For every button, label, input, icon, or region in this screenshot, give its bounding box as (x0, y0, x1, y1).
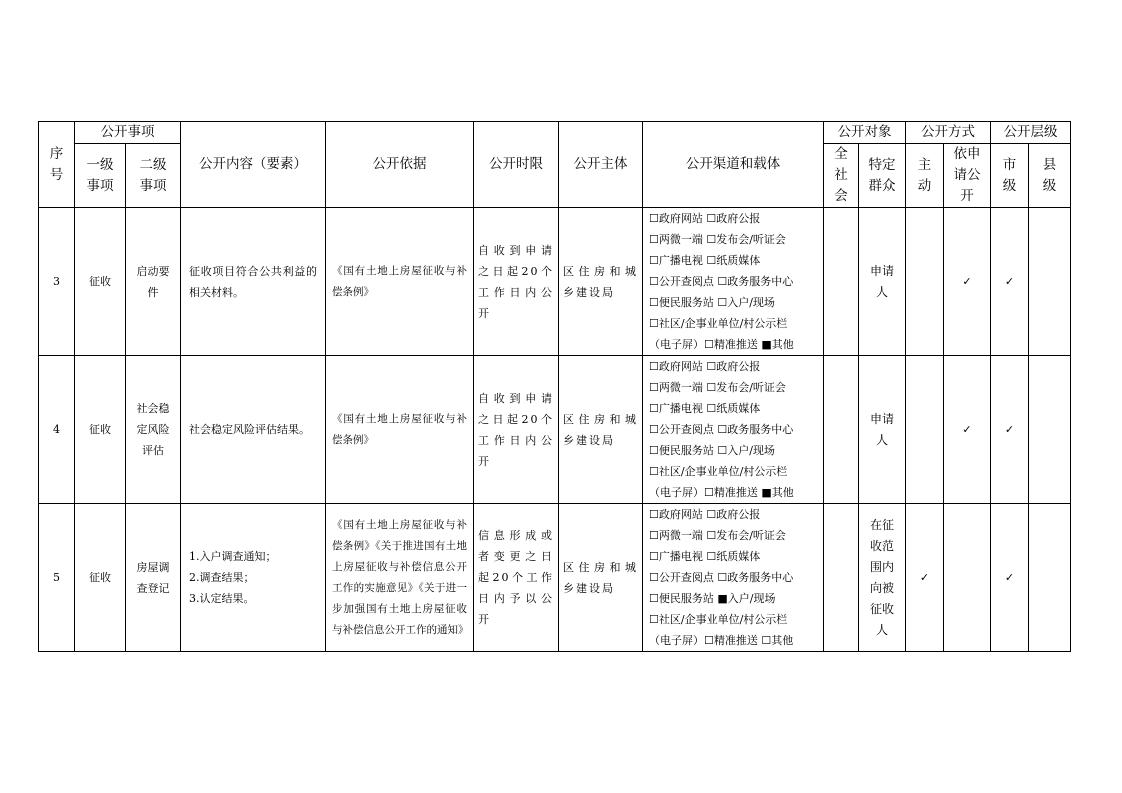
row-time-limit-text: 信息形成或者变更之日起20个工作日内予以公开 (478, 529, 554, 626)
row-subject (559, 504, 643, 652)
row-time-limit (474, 356, 559, 504)
row-channels (643, 356, 824, 504)
row-content (181, 208, 326, 356)
table-row (39, 208, 1071, 356)
channel-option-line: ☐政府网站 ☐政府公报 (649, 508, 761, 521)
row-basis (326, 356, 474, 504)
channel-option-line: ☐公开查阅点 ☐政务服务中心 (649, 571, 794, 584)
header-time-limit: 公开时限 (474, 122, 559, 208)
row-seq (39, 356, 75, 504)
row-content (181, 504, 326, 652)
row-subject-text: 区住房和城乡建设局 (563, 264, 638, 299)
row-seq (39, 504, 75, 652)
header-level-county: 县级 (1029, 144, 1071, 208)
header-erji: 二级事项 (126, 144, 181, 208)
channel-option-line: ☐广播电视 ☐纸质媒体 (649, 254, 761, 267)
channel-option-line: ☐便民服务站 ■入户/现场 (649, 592, 776, 605)
row-channels (643, 504, 824, 652)
row-level-city-text: ✓ (1004, 423, 1015, 436)
channel-option-line: ☐政府网站 ☐政府公报 (649, 212, 761, 225)
row-time-limit-text: 自收到申请之日起20个工作日内公开 (478, 391, 554, 468)
channel-option-line: ☐政府网站 ☐政府公报 (649, 360, 761, 373)
channel-option-line: （电子屏）☐精准推送 ■其他 (649, 486, 794, 499)
row-basis (326, 208, 474, 356)
row-level-county (1029, 208, 1071, 356)
row-basis (326, 504, 474, 652)
row-mode-active (906, 356, 944, 504)
header-target: 公开对象 (824, 122, 906, 144)
row-subject (559, 208, 643, 356)
header-content: 公开内容（要素） (181, 122, 326, 208)
channel-option-line: ☐两微一端 ☐发布会/听证会 (649, 529, 786, 542)
row-mode-request (944, 504, 991, 652)
row-level-city-text: ✓ (1004, 571, 1015, 584)
row-mode-request-text: ✓ (962, 275, 972, 288)
header-yiji: 一级事项 (75, 144, 126, 208)
row-target-specific (859, 504, 906, 652)
row-mode-request (944, 356, 991, 504)
row-mode-active (906, 504, 944, 652)
row-target-all (824, 356, 859, 504)
channel-option-line: ☐社区/企事业单位/村公示栏 (649, 465, 788, 478)
row-content-text: 征收项目符合公共利益的相关材料。 (189, 264, 317, 299)
row-basis-text: 《国有土地上房屋征收与补偿条例》 (332, 412, 467, 446)
row-seq-text: 5 (53, 571, 60, 584)
header-target-all: 全社会 (824, 144, 859, 208)
row-level-county (1029, 356, 1071, 504)
row-seq-text: 4 (53, 423, 60, 436)
row-target-all (824, 504, 859, 652)
channel-option-line: （电子屏）☐精准推送 ☐其他 (649, 634, 794, 647)
header-mode: 公开方式 (906, 122, 991, 144)
row-channels (643, 208, 824, 356)
channel-option-line: ☐两微一端 ☐发布会/听证会 (649, 233, 786, 246)
row-content-text: 1.入户调查通知； 2.调查结果； 3.认定结果。 (189, 550, 277, 605)
row-level2 (126, 504, 181, 652)
row-level1 (75, 504, 126, 652)
header-mode-request: 依申请公开 (944, 144, 991, 208)
row-level2-text: 社会稳定风险评估 (136, 402, 170, 457)
row-basis-text: 《国有土地上房屋征收与补偿条例》《关于推进国有土地上房屋征收与补偿信息公开工作的实施意见》《关于进一步加强国有土地上房屋征收与补偿信息公开工作的通知》 (332, 518, 469, 636)
header-channels: 公开渠道和载体 (643, 122, 824, 208)
row-mode-request (944, 208, 991, 356)
header-level-city: 市级 (991, 144, 1029, 208)
row-level2-text: 启动要件 (136, 264, 170, 299)
header-mode-active: 主动 (906, 144, 944, 208)
row-target-specific-text: 申请人 (870, 411, 895, 447)
channel-option-line: ☐广播电视 ☐纸质媒体 (649, 402, 761, 415)
row-level-city (991, 208, 1029, 356)
row-target-specific-text: 在征收范围内向被征收人 (870, 517, 895, 637)
channel-option-line: ☐社区/企事业单位/村公示栏 (649, 317, 788, 330)
row-time-limit (474, 504, 559, 652)
row-level-city (991, 356, 1029, 504)
header-subject: 公开主体 (559, 122, 643, 208)
row-level2 (126, 356, 181, 504)
channel-option-line: ☐公开查阅点 ☐政务服务中心 (649, 275, 794, 288)
row-level1 (75, 356, 126, 504)
channel-option-line: ☐社区/企事业单位/村公示栏 (649, 613, 788, 626)
row-level1-text: 征收 (89, 275, 111, 288)
channel-option-line: ☐便民服务站 ☐入户/现场 (649, 444, 775, 457)
disclosure-table (38, 121, 1071, 652)
row-content-text: 社会稳定风险评估结果。 (189, 423, 310, 436)
header-target-specific: 特定群众 (859, 144, 906, 208)
row-target-specific (859, 356, 906, 504)
row-target-specific (859, 208, 906, 356)
row-level1-text: 征收 (89, 571, 111, 584)
row-level2 (126, 208, 181, 356)
row-subject-text: 区住房和城乡建设局 (563, 560, 638, 595)
table-row (39, 504, 1071, 652)
channel-option-line: （电子屏）☐精准推送 ■其他 (649, 338, 794, 351)
row-level-city (991, 504, 1029, 652)
channel-option-line: ☐便民服务站 ☐入户/现场 (649, 296, 775, 309)
row-target-all (824, 208, 859, 356)
row-subject (559, 356, 643, 504)
row-time-limit-text: 自收到申请之日起20个工作日内公开 (478, 243, 554, 320)
row-basis-text: 《国有土地上房屋征收与补偿条例》 (332, 264, 467, 298)
row-subject-text: 区住房和城乡建设局 (563, 412, 638, 447)
row-target-specific-text: 申请人 (870, 263, 895, 299)
table-row (39, 356, 1071, 504)
header-gongkai-shixiang: 公开事项 (75, 122, 181, 144)
header-basis: 公开依据 (326, 122, 474, 208)
row-mode-request-text: ✓ (962, 423, 972, 436)
header-seq: 序号 (39, 122, 75, 208)
row-seq-text: 3 (53, 275, 60, 288)
row-seq (39, 208, 75, 356)
row-level2-text: 房屋调查登记 (136, 560, 170, 595)
row-level1-text: 征收 (89, 423, 111, 436)
channel-option-line: ☐公开查阅点 ☐政务服务中心 (649, 423, 794, 436)
row-mode-active-text: ✓ (919, 571, 930, 584)
row-level1 (75, 208, 126, 356)
row-level-county (1029, 504, 1071, 652)
row-time-limit (474, 208, 559, 356)
header-level: 公开层级 (991, 122, 1071, 144)
channel-option-line: ☐广播电视 ☐纸质媒体 (649, 550, 761, 563)
row-mode-active (906, 208, 944, 356)
row-level-city-text: ✓ (1004, 275, 1015, 288)
row-content (181, 356, 326, 504)
channel-option-line: ☐两微一端 ☐发布会/听证会 (649, 381, 786, 394)
